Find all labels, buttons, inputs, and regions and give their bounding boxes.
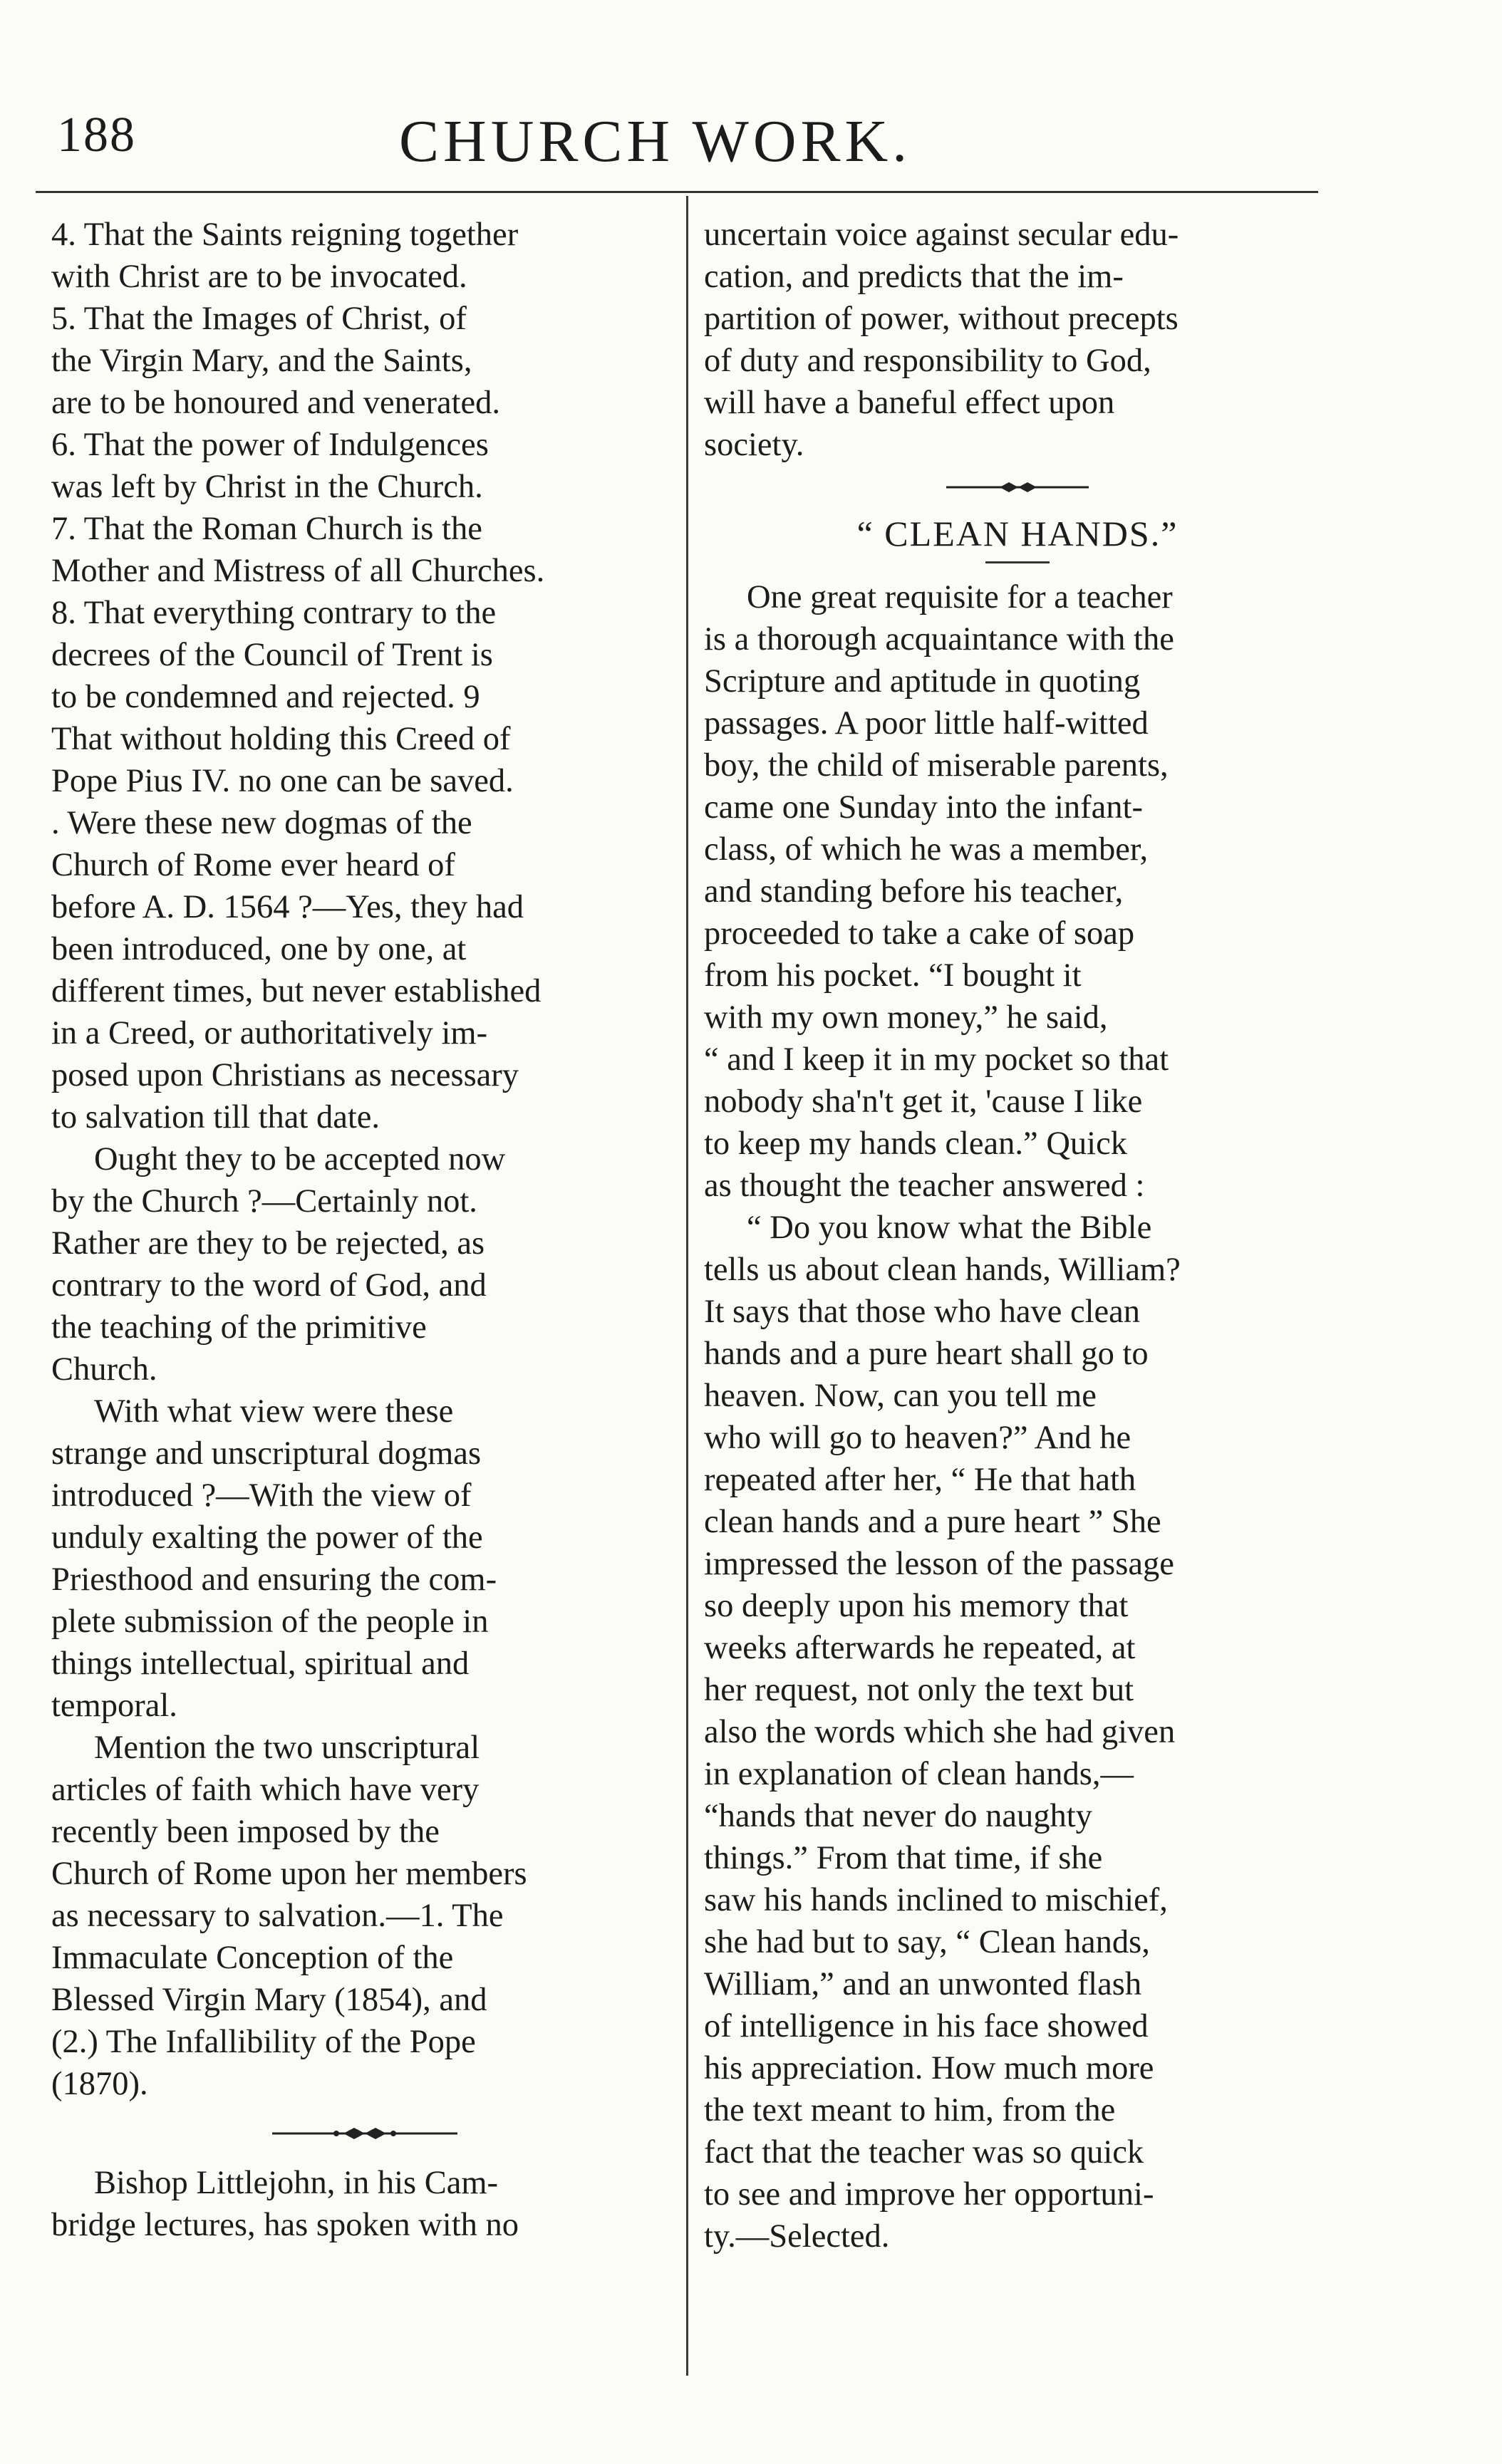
text-line: strange and unscriptural dogmas bbox=[51, 1435, 482, 1472]
text-line: proceeded to take a cake of soap bbox=[704, 915, 1135, 952]
page-number: 188 bbox=[57, 108, 136, 162]
text-line: impressed the lesson of the passage bbox=[704, 1546, 1174, 1582]
text-line: “hands that never do naughty bbox=[704, 1798, 1092, 1834]
text-line: It says that those who have clean bbox=[704, 1294, 1141, 1330]
text-line: passages. A poor little half-witted bbox=[704, 705, 1149, 742]
text-line: to be condemned and rejected. 9 bbox=[51, 679, 480, 715]
text-line: hands and a pure heart shall go to bbox=[704, 1336, 1149, 1372]
text-line: to see and improve her opportuni- bbox=[704, 2176, 1154, 2213]
text-line: cation, and predicts that the im- bbox=[704, 259, 1124, 295]
text-line: Scripture and aptitude in quoting bbox=[704, 663, 1141, 700]
ornament-rule-icon bbox=[946, 480, 1089, 494]
section-ornament bbox=[704, 466, 1331, 509]
text-line: her request, not only the text but bbox=[704, 1672, 1134, 1708]
text-line: clean hands and a pure heart ” She bbox=[704, 1504, 1161, 1540]
text-line: uncertain voice against secular edu- bbox=[704, 217, 1179, 253]
text-line: 7. That the Roman Church is the bbox=[51, 511, 482, 547]
text-line: (1870). bbox=[51, 2066, 148, 2102]
left-column bbox=[51, 214, 678, 2246]
text-line: she had but to say, “ Clean hands, bbox=[704, 1924, 1150, 1960]
column-divider bbox=[686, 196, 688, 2376]
text-line: Priesthood and ensuring the com- bbox=[51, 1561, 497, 1598]
text-line: Rather are they to be rejected, as bbox=[51, 1225, 485, 1262]
text-line: Mother and Mistress of all Churches. bbox=[51, 553, 545, 589]
text-line: things intellectual, spiritual and bbox=[51, 1646, 470, 1682]
text-line: before A. D. 1564 ?—Yes, they had bbox=[51, 889, 524, 925]
text-line: the text meant to him, from the bbox=[704, 2092, 1116, 2128]
text-line: as thought the teacher answered : bbox=[704, 1168, 1145, 1204]
text-line: Church of Rome upon her members bbox=[51, 1856, 527, 1892]
text-line: posed upon Christians as necessary bbox=[51, 1057, 519, 1093]
text-line: boy, the child of miserable parents, bbox=[704, 747, 1169, 784]
text-line: different times, but never established bbox=[51, 973, 542, 1009]
ornament-rule-icon bbox=[272, 2125, 457, 2142]
text-line: (2.) The Infallibility of the Pope bbox=[51, 2024, 476, 2060]
text-line: 4. That the Saints reigning together bbox=[51, 217, 519, 253]
text-line: 6. That the power of Indulgences bbox=[51, 427, 489, 463]
page-header bbox=[57, 107, 1311, 185]
text-line: That without holding this Creed of bbox=[51, 721, 511, 757]
text-line: repeated after her, “ He that hath bbox=[704, 1462, 1136, 1498]
text-line: Ought they to be accepted now bbox=[94, 1141, 506, 1178]
text-line: as necessary to salvation.—1. The bbox=[51, 1898, 504, 1934]
running-head: CHURCH WORK. bbox=[399, 108, 912, 175]
text-line: “ Do you know what the Bible bbox=[747, 1210, 1152, 1246]
heading-rule bbox=[985, 561, 1050, 563]
text-line: “ and I keep it in my pocket so that bbox=[704, 1041, 1169, 1078]
text-line: is a thorough acquaintance with the bbox=[704, 621, 1174, 657]
text-line: Pope Pius IV. no one can be saved. bbox=[51, 763, 514, 799]
text-line: bridge lectures, has spoken with no bbox=[51, 2207, 519, 2243]
text-line: tells us about clean hands, William? bbox=[704, 1252, 1181, 1288]
text-line: society. bbox=[704, 427, 804, 463]
text-line: Mention the two unscriptural bbox=[94, 1730, 480, 1766]
text-line: who will go to heaven?” And he bbox=[704, 1420, 1131, 1456]
text-line: . Were these new dogmas of the bbox=[51, 805, 472, 841]
text-line: his appreciation. How much more bbox=[704, 2050, 1154, 2086]
text-line: William,” and an unwonted flash bbox=[704, 1966, 1142, 2002]
text-line: the Virgin Mary, and the Saints, bbox=[51, 343, 472, 379]
text-line: will have a baneful effect upon bbox=[704, 385, 1115, 421]
header-rule bbox=[36, 191, 1318, 193]
text-line: so deeply upon his memory that bbox=[704, 1588, 1129, 1624]
text-line: by the Church ?—Certainly not. bbox=[51, 1183, 477, 1220]
text-line: One great requisite for a teacher bbox=[747, 579, 1173, 615]
text-line: weeks afterwards he repeated, at bbox=[704, 1630, 1136, 1666]
text-line: to salvation till that date. bbox=[51, 1099, 380, 1135]
text-line: recently been imposed by the bbox=[51, 1814, 440, 1850]
text-line: also the words which she had given bbox=[704, 1714, 1176, 1750]
text-line: in explanation of clean hands,— bbox=[704, 1756, 1134, 1792]
text-line: was left by Christ in the Church. bbox=[51, 469, 483, 505]
text-line: things.” From that time, if she bbox=[704, 1840, 1103, 1876]
text-line: and standing before his teacher, bbox=[704, 873, 1124, 910]
text-line: unduly exalting the power of the bbox=[51, 1519, 483, 1556]
text-line: ty.—Selected. bbox=[704, 2218, 890, 2255]
text-line: are to be honoured and venerated. bbox=[51, 385, 501, 421]
text-line: 8. That everything contrary to the bbox=[51, 595, 497, 631]
text-line: fact that the teacher was so quick bbox=[704, 2134, 1144, 2171]
text-line: Immaculate Conception of the bbox=[51, 1940, 454, 1976]
text-line: decrees of the Council of Trent is bbox=[51, 637, 493, 673]
text-line: Church of Rome ever heard of bbox=[51, 847, 455, 883]
text-line: plete submission of the people in bbox=[51, 1603, 489, 1640]
text-line: came one Sunday into the infant- bbox=[704, 789, 1143, 826]
text-line: been introduced, one by one, at bbox=[51, 931, 467, 967]
text-line: partition of power, without precepts bbox=[704, 301, 1179, 337]
text-line: with my own money,” he said, bbox=[704, 999, 1108, 1036]
text-line: in a Creed, or authoritatively im- bbox=[51, 1015, 488, 1051]
section-ornament bbox=[51, 2105, 678, 2162]
text-line: Bishop Littlejohn, in his Cam- bbox=[94, 2165, 499, 2201]
text-line: introduced ?—With the view of bbox=[51, 1477, 472, 1514]
text-line: 5. That the Images of Christ, of bbox=[51, 301, 467, 337]
text-line: to keep my hands clean.” Quick bbox=[704, 1126, 1127, 1162]
text-line: from his pocket. “I bought it bbox=[704, 957, 1082, 994]
text-line: of intelligence in his face showed bbox=[704, 2008, 1149, 2044]
text-line: the teaching of the primitive bbox=[51, 1309, 427, 1346]
text-line: heaven. Now, can you tell me bbox=[704, 1378, 1097, 1414]
text-line: with Christ are to be invocated. bbox=[51, 259, 467, 295]
right-column bbox=[704, 214, 1331, 2257]
text-line: Church. bbox=[51, 1351, 157, 1388]
text-line: Blessed Virgin Mary (1854), and bbox=[51, 1982, 487, 2018]
text-line: contrary to the word of God, and bbox=[51, 1267, 487, 1304]
text-line: saw his hands inclined to mischief, bbox=[704, 1882, 1168, 1918]
text-line: articles of faith which have very bbox=[51, 1772, 480, 1808]
text-line: of duty and responsibility to God, bbox=[704, 343, 1151, 379]
text-line: temporal. bbox=[51, 1688, 177, 1724]
article-heading: “ CLEAN HANDS.” bbox=[856, 514, 1179, 553]
text-line: nobody sha'n't get it, 'cause I like bbox=[704, 1083, 1143, 1120]
text-line: With what view were these bbox=[94, 1393, 454, 1430]
text-line: class, of which he was a member, bbox=[704, 831, 1149, 868]
